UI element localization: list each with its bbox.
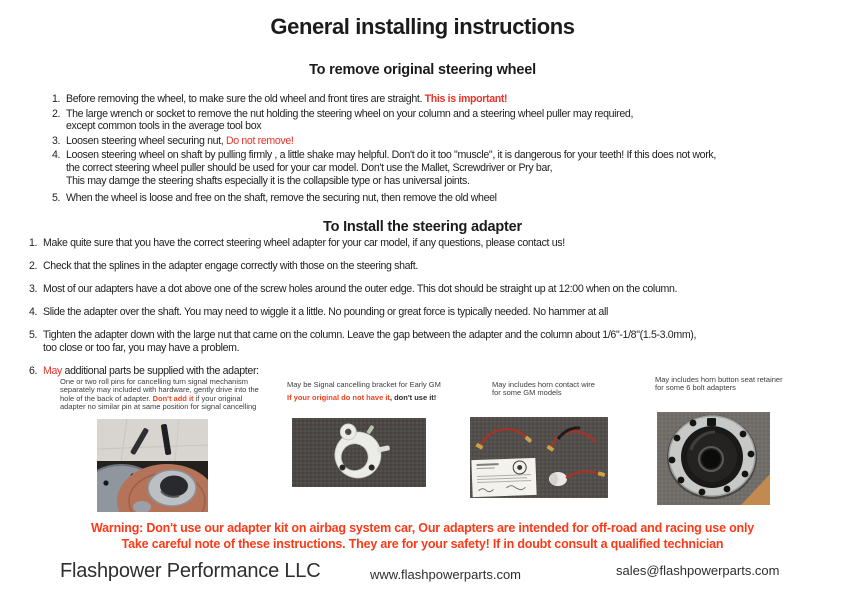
step-number: 5.	[29, 329, 38, 342]
remove-step-2	[52, 108, 842, 133]
step-number: 2.	[29, 260, 38, 273]
cancelling-bracket-photo	[292, 418, 426, 487]
caption-line: adapter no similar pin at same position for signal cancelling	[60, 402, 257, 412]
caption-line: hole of the back of adapter. Don't add it if your original	[60, 393, 243, 403]
website-url: www.flashpowerparts.com	[370, 567, 521, 582]
step-text: Check that the splines in the adapter engage correctly with those on the steering shaft.	[43, 260, 418, 273]
step-text-line: except common tools in the average tool box	[66, 120, 262, 133]
roll-pins-photo	[97, 419, 208, 512]
step-text: Most of our adapters have a dot above one of the screw holes around the outer edge. This dot should be straight up at 12:00 when on the column.	[43, 283, 678, 296]
caption-line: for some 6 bolt adapters	[655, 383, 736, 393]
caption-line: for some GM models	[492, 388, 562, 398]
warning-line: Take careful note of these instructions. They are for your safety! If in doubt consult a qualified technician	[121, 536, 724, 551]
hub-adapter-photo	[657, 412, 770, 505]
step-number: 4.	[52, 149, 61, 162]
caption-line: May be Signal cancelling bracket for Early GM	[287, 380, 441, 389]
step-number: 5.	[52, 192, 61, 205]
remove-steps-list	[52, 93, 842, 207]
install-step-4	[29, 306, 841, 319]
step-number: 3.	[52, 134, 61, 147]
remove-step-1	[52, 93, 842, 106]
step-text-line: Loosen steering wheel on shaft by pulling firmly , a little shake may helpful. Don't do it too "muscle", it is dangerous for your teeth! If this does not work,	[66, 149, 716, 162]
step-text: Loosen steering wheel securing nut,	[66, 134, 226, 147]
caption-line: One or two roll pins for cancelling turn signal mechanism	[60, 377, 249, 386]
seat-retainer-caption	[655, 376, 783, 393]
remove-section-heading: To remove original steering wheel	[309, 62, 536, 78]
step-number: 4.	[29, 306, 38, 319]
install-step-1	[29, 237, 841, 250]
contact-email: sales@flashpowerparts.com	[616, 563, 780, 578]
step-text-line: Tighten the adapter down with the large nut that came on the column. Leave the gap between the adapter and the column about 1/6"-1/8"(1.5-3.0mm),	[43, 329, 697, 342]
install-section-heading: To Install the steering adapter	[323, 219, 522, 235]
warning-line: Warning: Don't use our adapter kit on airbag system car, Our adapters are intended for off-road and racing use only	[91, 521, 754, 535]
step-text-line: The large wrench or socket to remove the nut holding the steering wheel on your column and a steering wheel puller may required,	[66, 107, 634, 120]
step-text: Make quite sure that you have the correct steering wheel adapter for your car model, if any questions, please contact us!	[43, 237, 565, 249]
step-text-line: the correct steering wheel puller should be used for your car model. Don't use the Mallet, Screwdriver or Pry bar,	[66, 161, 553, 174]
step-text: Before removing the wheel, to make sure the old wheel and front tires are straight.	[66, 93, 425, 105]
step-number: 1.	[52, 93, 61, 105]
cancelling-bracket-caption	[287, 381, 441, 403]
warning-notice	[0, 521, 845, 552]
step-number: 3.	[29, 283, 38, 296]
remove-step-5	[52, 192, 842, 205]
step-number: 1.	[29, 237, 38, 249]
page-title: General installing instructions	[270, 14, 575, 39]
caption-highlight: Don't add it	[152, 393, 194, 403]
step-text-line: This may damge the steering shafts especially it is the collapsible type or has universal joints.	[66, 174, 470, 187]
step-text: Slide the adapter over the shaft. You may need to wiggle it a little. No pounding or great force is typically needed. No hammer at all	[43, 306, 608, 319]
step-highlight: This is important!	[424, 93, 508, 105]
caption-line: separately may included with hardware, gently drive into the	[60, 385, 259, 395]
step-number: 6.	[29, 365, 38, 378]
caption-highlight: If your original do not have it	[287, 393, 390, 403]
horn-wire-caption	[492, 381, 595, 398]
remove-step-4	[52, 149, 842, 187]
step-text-line: too close or too far, you may have a problem.	[43, 341, 240, 354]
step-text: When the wheel is loose and free on the shaft, remove the securing nut, then remove the old wheel	[66, 192, 497, 205]
step-text: additional parts be supplied with the adapter:	[61, 365, 259, 378]
caption-line: May includes horn contact wire	[492, 380, 595, 389]
step-highlight: Do not remove!	[225, 134, 294, 147]
roll-pins-caption	[60, 378, 259, 412]
install-step-5	[29, 329, 841, 354]
remove-step-3	[52, 135, 842, 148]
install-step-3	[29, 283, 841, 296]
step-highlight: May	[43, 365, 62, 378]
step-number: 2.	[52, 107, 61, 120]
install-steps-list	[29, 237, 841, 388]
caption-line: If your original do not have it, don't use it!	[287, 393, 437, 403]
horn-wire-photo	[470, 417, 608, 498]
caption-line: May includes horn button seat retainer	[655, 375, 783, 384]
company-name: Flashpower Performance LLC	[60, 560, 321, 582]
install-step-2	[29, 260, 841, 273]
